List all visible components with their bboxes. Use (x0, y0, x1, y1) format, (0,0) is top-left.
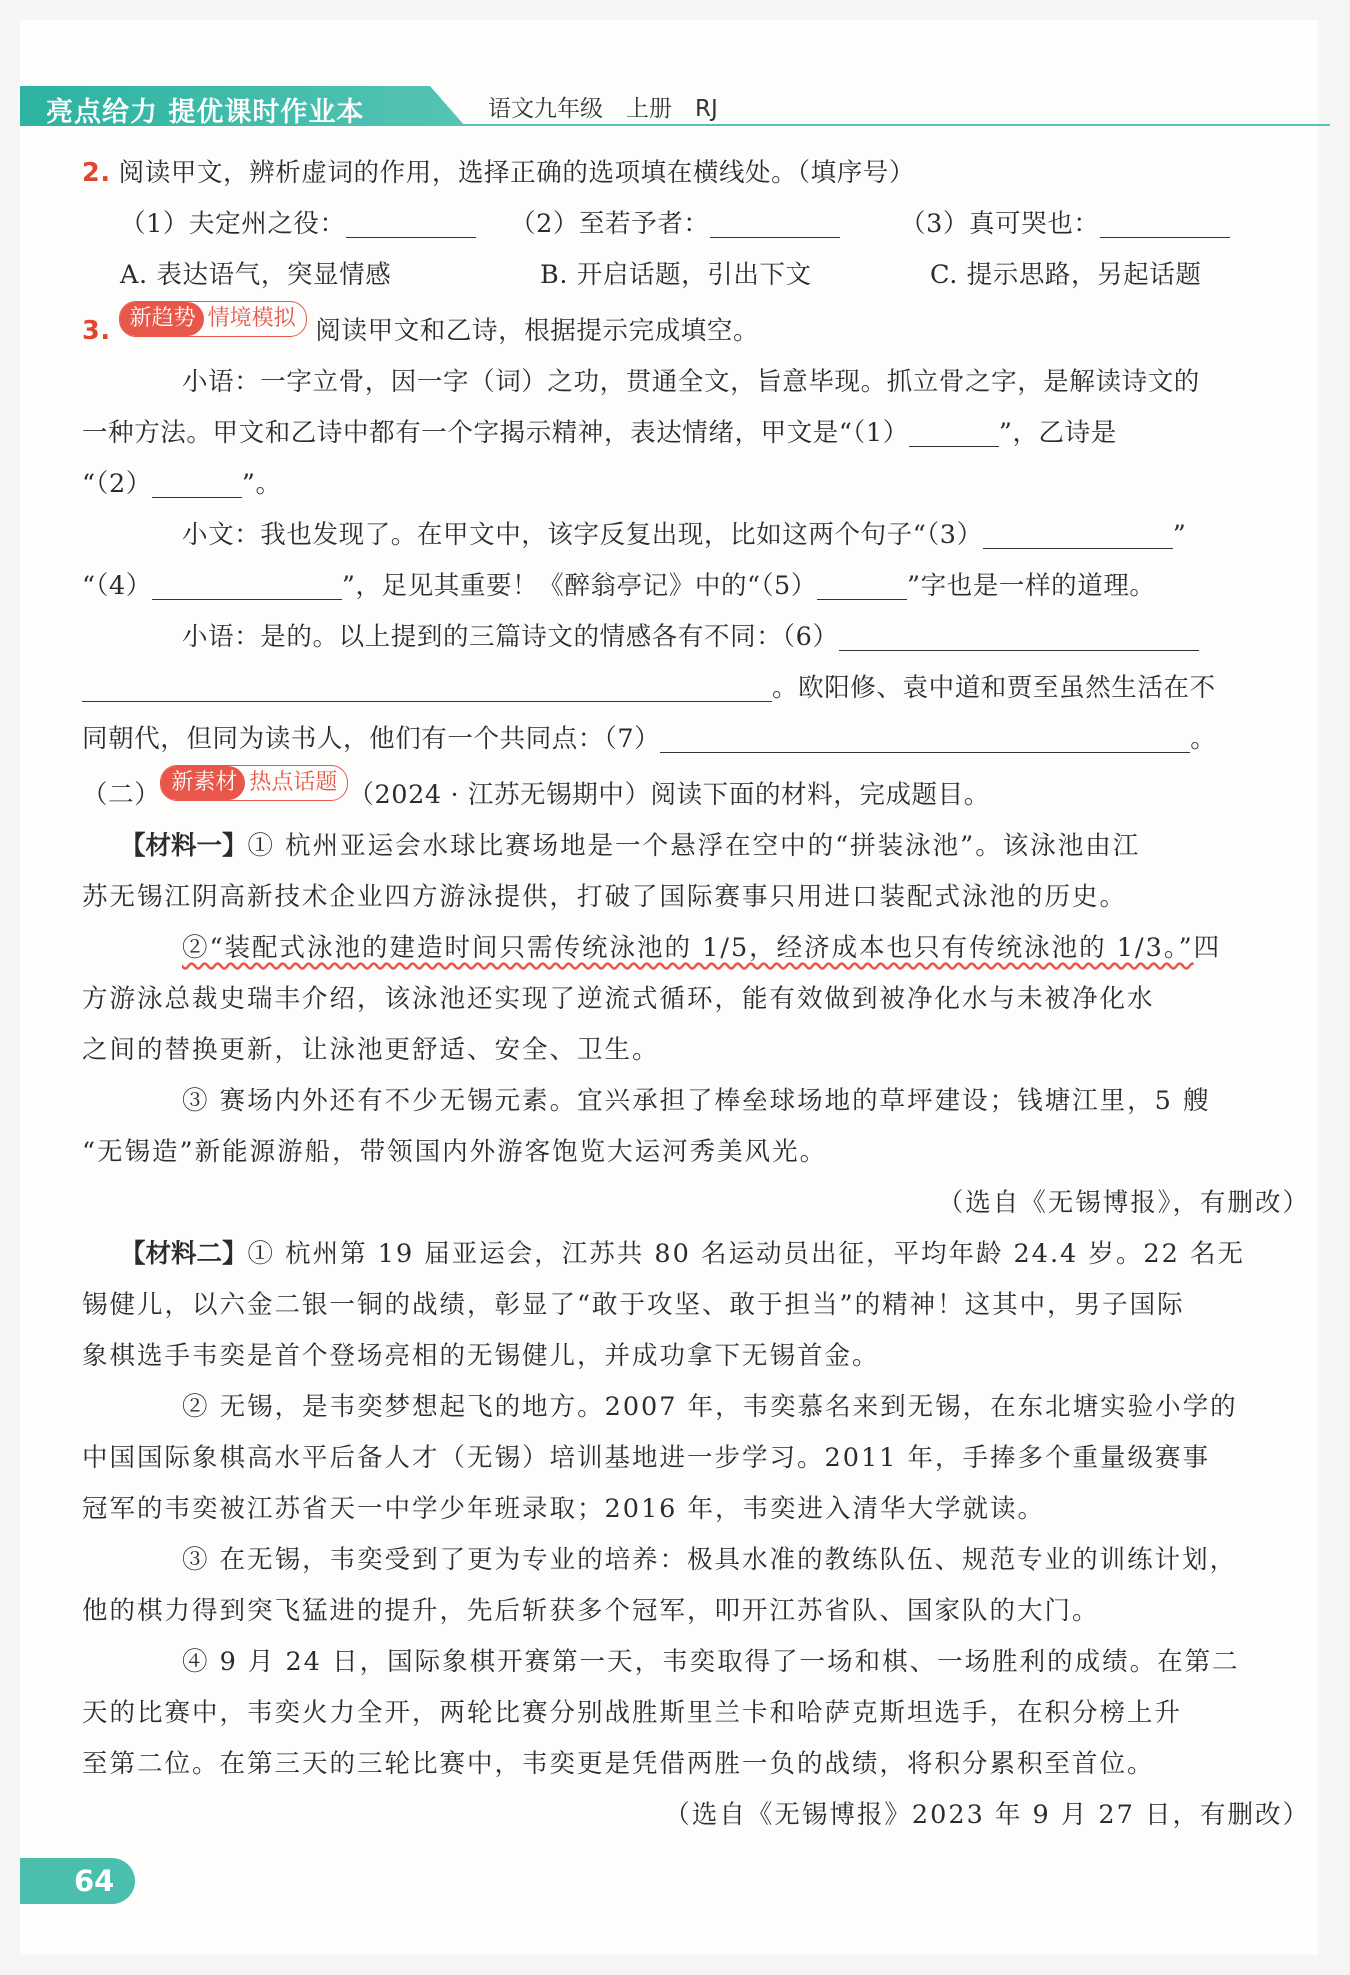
q3-blank-4[interactable] (152, 569, 342, 600)
m2-para-4c: 至第二位。在第三天的三轮比赛中，韦奕更是凭借两胜一负的战绩，将积分累积至首位。 (82, 1749, 1155, 1779)
q3-line-8b: 。 (1190, 724, 1217, 754)
m1-para-2b: 方游泳总裁史瑞丰介绍，该泳池还实现了逆流式循环，能有效做到被净化水与未被净化水 (82, 984, 1155, 1014)
material-1 (82, 821, 1310, 1229)
q3-line-2a: 一种方法。甲文和乙诗中都有一个字揭示精神，表达情绪，甲文是“（1） (82, 418, 909, 448)
page-header (20, 86, 1320, 126)
q3-line-6a: 小语：是的。以上提到的三篇诗文的情感各有不同：（6） (182, 622, 839, 652)
q3-line-1: 小语：一字立骨，因一字（词）之功，贯通全文，旨意毕现。抓立骨之字，是解读诗文的 (182, 367, 1200, 397)
series-title: 亮点给力 提优课时作业本 (46, 97, 365, 128)
q2-item-1-text: （1）夫定州之役： (120, 209, 346, 239)
q2-options (82, 250, 1310, 301)
m1-label: 【材料一】 (120, 831, 248, 861)
q3-line-5b: ”，足见其重要！《醉翁亭记》中的“（5） (341, 571, 817, 601)
m2-source: （选自《无锡博报》2023 年 9 月 27 日，有删改） (664, 1800, 1310, 1830)
q2-items (82, 199, 1310, 250)
m1-para-3a: ③ 赛场内外还有不少无锡元素。宜兴承担了棒垒球场地的草坪建设；钱塘江里，5 艘 (182, 1086, 1211, 1116)
m1-source: （选自《无锡博报》，有删改） (937, 1188, 1310, 1218)
q3-line-6 (82, 612, 1310, 663)
section2-prefix: （二） (82, 780, 161, 810)
q3-blank-6[interactable] (839, 620, 1199, 651)
q2-option-a: A. 表达语气，突显情感 (120, 260, 392, 290)
section2-heading (82, 765, 1310, 821)
q2-blank-1[interactable] (346, 207, 476, 238)
m2-para-2b: 中国国际象棋高水平后备人才（无锡）培训基地进一步学习。2011 年，手捧多个重量级赛事 (82, 1443, 1211, 1473)
q3-blank-2[interactable] (152, 467, 242, 498)
q3-line-8 (82, 714, 1310, 765)
q3-line-3 (82, 459, 1310, 510)
m1-para-2a (82, 923, 1310, 974)
page-content (82, 148, 1310, 1841)
q2-number: 2. (82, 158, 111, 188)
m2-p1a: ① 杭州第 19 届亚运会，江苏共 80 名运动员出征，平均年龄 24.4 岁。22 名无 (247, 1239, 1245, 1269)
q3-line-2 (82, 408, 1310, 459)
q2-stem (82, 148, 1310, 199)
m1-para-3b: “无锡造”新能源游船，带领国内外游客饱览大运河秀美风光。 (82, 1137, 828, 1167)
section2-tag (160, 765, 348, 801)
q2-option-b: B. 开启话题，引出下文 (540, 260, 812, 290)
q3-blank-3[interactable] (983, 518, 1173, 549)
q2-item-3-text: （3）真可哭也： (900, 209, 1100, 239)
q3-line-3a: “（2） (82, 469, 152, 499)
q3-line-2b: ”，乙诗是 (998, 418, 1117, 448)
q3-line-4 (82, 510, 1310, 561)
q3-blank-6-cont[interactable] (82, 671, 772, 702)
q3-line-5 (82, 561, 1310, 612)
q3-line-8a: 同朝代，但同为读书人，他们有一个共同点：（7） (82, 724, 661, 754)
m2-para-1c: 象棋选手韦奕是首个登场亮相的无锡健儿，并成功拿下无锡首金。 (82, 1341, 880, 1371)
q2-item-2-text: （2）至若予者： (510, 209, 710, 239)
q3-line-3b: ”。 (241, 469, 282, 499)
q2-option-c: C. 提示思路，另起话题 (930, 260, 1202, 290)
m2-para-3b: 他的棋力得到突飞猛进的提升，先后斩获多个冠军，叩开江苏省队、国家队的大门。 (82, 1596, 1100, 1626)
q3-tag-sub: 情境模拟 (207, 306, 296, 331)
q2-item-3 (900, 199, 1230, 250)
m1-p1a: ① 杭州亚运会水球比赛场地是一个悬浮在空中的“拼装泳池”。该泳池由江 (247, 831, 1141, 861)
q3-number: 3. (82, 316, 111, 346)
q3-text: 阅读甲文和乙诗，根据提示完成填空。 (315, 316, 760, 346)
q3-line-5c: ”字也是一样的道理。 (906, 571, 1156, 601)
m2-para-2c: 冠军的韦奕被江苏省天一中学少年班录取；2016 年，韦奕进入清华大学就读。 (82, 1494, 1046, 1524)
q3-stem (82, 301, 1310, 357)
q3-tag (119, 301, 307, 337)
q2-item-2 (510, 199, 900, 250)
q2-text: 阅读甲文，辨析虚词的作用，选择正确的选项填在横线处。（填序号） (118, 158, 915, 188)
m2-para-1b: 锡健儿，以六金二银一铜的战绩，彰显了“敢于攻坚、敢于担当”的精神！这其中，男子国际 (82, 1290, 1185, 1320)
m1-p2-rest: 四 (1193, 933, 1222, 963)
page-number: 64 (20, 1858, 135, 1904)
section2-tag-main: 新素材 (161, 766, 245, 800)
q3-tag-main: 新趋势 (120, 302, 204, 336)
m1-quote-underlined: ②“装配式泳池的建造时间只需传统泳池的 1/5，经济成本也只有传统泳池的 1/3。” (182, 933, 1194, 963)
m2-para-3a: ③ 在无锡，韦奕受到了更为专业的培养：极具水准的教练队伍、规范专业的训练计划， (182, 1545, 1238, 1575)
q2-blank-2[interactable] (710, 207, 840, 238)
section2-tag-sub: 热点话题 (249, 770, 338, 795)
book-subtitle: 语文九年级 上册 RJ (488, 96, 718, 122)
section2-text: （2024 · 江苏无锡期中）阅读下面的材料，完成题目。 (348, 780, 990, 810)
q3-line-7-text: 。欧阳修、袁中道和贾至虽然生活在不 (772, 673, 1216, 703)
q3-blank-7[interactable] (660, 722, 1190, 753)
m1-para-1a (82, 821, 1310, 872)
m1-para-2c: 之间的替换更新，让泳池更舒适、安全、卫生。 (82, 1035, 660, 1065)
q3-blank-1[interactable] (909, 416, 999, 447)
q3-line-4b: ” (1172, 520, 1187, 550)
q3-line-7 (82, 663, 1310, 714)
q2-blank-3[interactable] (1100, 207, 1230, 238)
m2-label: 【材料二】 (120, 1239, 248, 1269)
q3-blank-5[interactable] (817, 569, 907, 600)
header-rule (460, 124, 1330, 126)
q3-line-4a: 小文：我也发现了。在甲文中，该字反复出现，比如这两个句子“（3） (182, 520, 983, 550)
q3-line-5a: “（4） (82, 571, 152, 601)
material-2 (82, 1229, 1310, 1841)
q2-item-1 (120, 199, 510, 250)
m2-para-1a (82, 1229, 1310, 1280)
m2-para-2a: ② 无锡，是韦奕梦想起飞的地方。2007 年，韦奕慕名来到无锡，在东北塘实验小学的 (182, 1392, 1238, 1422)
m1-para-1b: 苏无锡江阴高新技术企业四方游泳提供，打破了国际赛事只用进口装配式泳池的历史。 (82, 882, 1128, 912)
m2-para-4b: 天的比赛中，韦奕火力全开，两轮比赛分别战胜斯里兰卡和哈萨克斯坦选手，在积分榜上升 (82, 1698, 1183, 1728)
m2-para-4a: ④ 9 月 24 日，国际象棋开赛第一天，韦奕取得了一场和棋、一场胜利的成绩。在第二 (182, 1647, 1240, 1677)
